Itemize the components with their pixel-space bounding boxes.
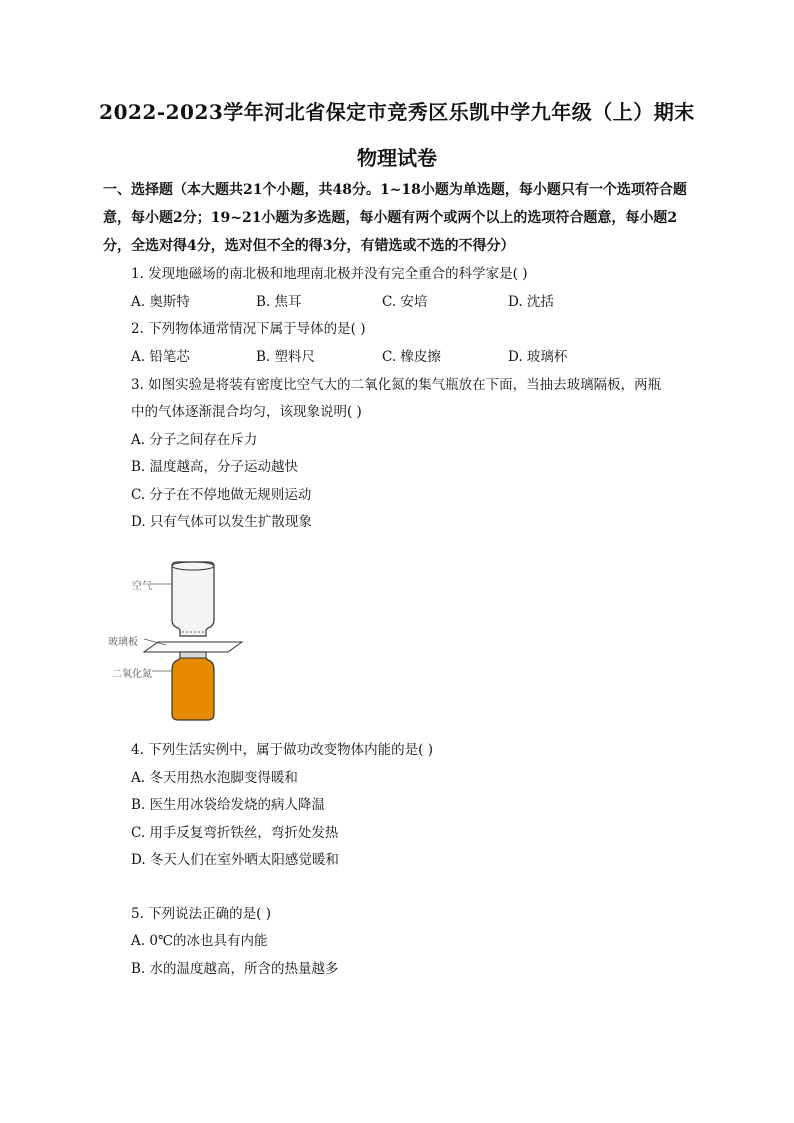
question-4-option-a: A. 冬天用热水泡脚变得暖和 <box>131 770 298 786</box>
question-2-option-d: D. 玻璃杯 <box>508 349 568 365</box>
question-3-option-d: D. 只有气体可以发生扩散现象 <box>131 514 312 530</box>
label-air: 空气 <box>132 581 152 592</box>
question-5-stem: 5. 下列说法正确的是( ) <box>131 906 271 922</box>
question-2-option-c: C. 橡皮擦 <box>382 349 441 365</box>
question-4-stem: 4. 下列生活实例中，属于做功改变物体内能的是( ) <box>131 742 433 758</box>
question-3-option-c: C. 分子在不停地做无规则运动 <box>131 487 312 503</box>
question-3-stem-line2: 中的气体逐渐混合均匀，该现象说明( ) <box>131 404 362 420</box>
question-4-option-b: B. 医生用冰袋给发烧的病人降温 <box>131 797 326 813</box>
question-1-stem: 1. 发现地磁场的南北极和地理南北极并没有完全重合的科学家是( ) <box>131 266 528 282</box>
question-1-option-d: D. 沈括 <box>508 294 554 310</box>
question-2-stem: 2. 下列物体通常情况下属于导体的是( ) <box>131 321 366 337</box>
question-2-option-a: A. 铅笔芯 <box>131 349 190 365</box>
question-1-option-b: B. 焦耳 <box>256 294 302 310</box>
paper-subtitle: 物理试卷 <box>357 146 437 170</box>
paper-title: 2022-2023学年河北省保定市竞秀区乐凯中学九年级（上）期末 <box>99 100 695 124</box>
question-2-option-b: B. 塑料尺 <box>256 349 316 365</box>
question-4-option-c: C. 用手反复弯折铁丝，弯折处发热 <box>131 825 339 841</box>
question-5-option-a: A. 0℃的冰也具有内能 <box>131 933 268 949</box>
question-3-option-a: A. 分子之间存在斥力 <box>131 432 258 448</box>
question-3-option-b: B. 温度越高，分子运动越快 <box>131 459 299 475</box>
question-5-option-b: B. 水的温度越高，所含的热量越多 <box>131 961 339 977</box>
section-instructions: 一、选择题（本大题共21个小题，共48分。1~18小题为单选题，每小题只有一个选项符合题意，每小题2分；19~21小题为多选题，每小题有两个或两个以上的选项符合题意，每小题2分，全选对得4分，选对但不全的得3分，有错选或不选的不得分） <box>103 182 687 254</box>
label-glass-plate: 玻璃板 <box>108 637 138 648</box>
diffusion-experiment-figure <box>108 558 248 728</box>
question-4-option-d: D. 冬天人们在室外晒太阳感觉暖和 <box>131 852 339 868</box>
question-1-option-a: A. 奥斯特 <box>131 294 190 310</box>
question-3-stem-line1: 3. 如图实验是将装有密度比空气大的二氧化氮的集气瓶放在下面，当抽去玻璃隔板，两瓶 <box>131 377 662 393</box>
question-1-option-c: C. 安培 <box>382 294 428 310</box>
label-no2: 二氧化氮 <box>112 669 152 680</box>
